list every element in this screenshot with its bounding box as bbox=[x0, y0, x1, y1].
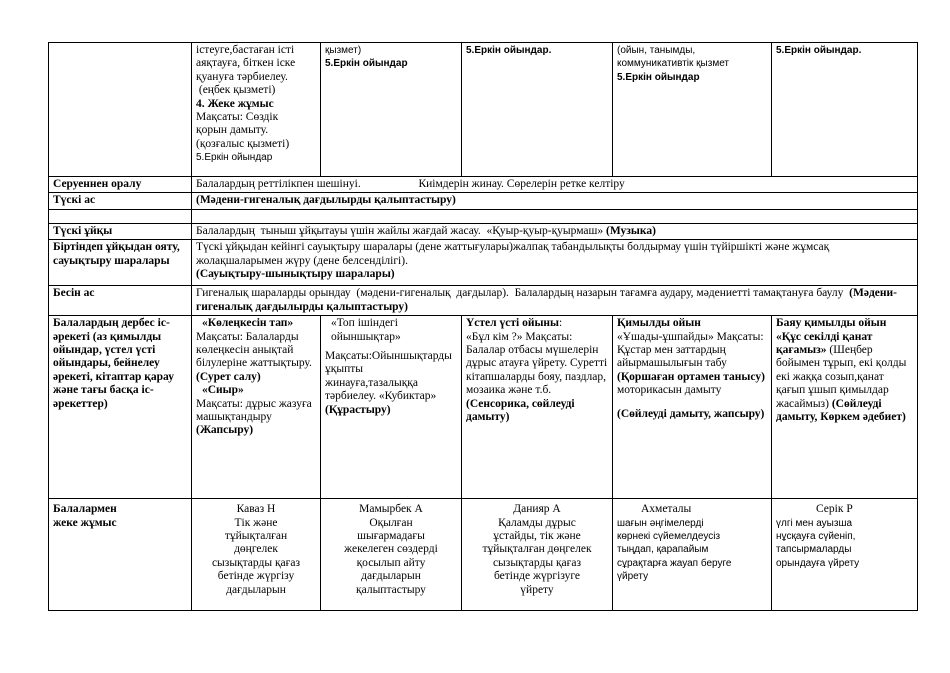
goal-text: «Бұл кім ?» Мақсаты: Балалар отбасы мүшелерін дұрыс атауға үйрету. Суретті кітапшаларды бояу, паздлар, мозаика және т.б. bbox=[466, 330, 608, 397]
text-line: тыңдап, қарапайым bbox=[617, 544, 709, 556]
goal-text: (Шеңбер бойымен тұрып, екі қолды екі жаққа созып,қанат қағып ұшып қимылдар жасаймыз) bbox=[776, 344, 910, 410]
text-line: аяқтауға, біткен іске bbox=[196, 57, 296, 70]
row-label bbox=[49, 499, 192, 611]
individual-col6 bbox=[772, 499, 918, 611]
table-row-wake bbox=[49, 240, 918, 286]
text-line: 5.Еркін ойындар bbox=[196, 152, 273, 164]
goal-text: Мақсаты:Ойыншықтарды ұқыпты жинауға,тазалыққа тәрбиелеу. «Кубиктар» bbox=[325, 350, 452, 403]
text-line: істеуге,бастаған істі bbox=[196, 44, 295, 56]
text-line: шығармадағы bbox=[357, 530, 425, 543]
game-title: Үстел үсті ойыны bbox=[466, 317, 560, 330]
text-line: (қозғалыс қызметі) bbox=[196, 137, 290, 150]
child-name: Ахметалы bbox=[641, 503, 692, 516]
text-line: тұйықталған bbox=[224, 530, 288, 543]
cell-col6 bbox=[772, 43, 918, 177]
individual-col2 bbox=[192, 499, 321, 611]
text-line: көрнекі сүйемелдеусіз bbox=[617, 531, 721, 543]
row-content bbox=[192, 177, 918, 193]
row-content bbox=[192, 286, 918, 316]
table-row-snack bbox=[49, 286, 918, 316]
text-line: нұсқауға сүйеніп, bbox=[776, 531, 856, 543]
goal-text: «Ұшады-ұшпайды» Мақсаты: Құстар мен заттардың айырмашылығын табу bbox=[617, 330, 764, 370]
table-row-spacer bbox=[49, 209, 918, 223]
activity-tag: (Жапсыру) bbox=[196, 424, 254, 437]
child-name: Мамырбек А bbox=[359, 503, 423, 516]
goal-text: Мақсаты: дұрыс жазуға машықтандыру bbox=[196, 397, 312, 424]
row-label-empty bbox=[49, 43, 192, 177]
activity-tag: (Қоршаған ортамен танысу) bbox=[617, 370, 765, 383]
text-line: жекелеген сөздерді bbox=[344, 543, 438, 556]
activity-tag: (Мәдени-гигеналық дағдылырды қалыптастыру) bbox=[196, 287, 897, 313]
game-title: Қимылды ойын bbox=[617, 317, 701, 330]
game-title: «Топ ішіндегі ойыншықтар» bbox=[331, 317, 401, 343]
section-heading: 5.Еркін ойындар bbox=[617, 71, 700, 83]
table-row-individual bbox=[49, 499, 918, 611]
table-row-lunch bbox=[49, 193, 918, 209]
text-line: шағын әңгімелерді bbox=[617, 517, 704, 529]
activity-col5 bbox=[613, 316, 772, 499]
section-heading: 5.Еркін ойындар. bbox=[776, 45, 862, 56]
text-line: ұстайды, тік және bbox=[493, 530, 581, 543]
spacer-cell bbox=[49, 209, 192, 223]
activity-tag: (Сөйлеуді дамыту, Көркем әдебиет) bbox=[776, 397, 906, 424]
text-line: тұйықталған дөңгелек bbox=[482, 543, 592, 556]
table-row-walk-return bbox=[49, 177, 918, 193]
activity-col4 bbox=[462, 316, 613, 499]
text-part: Түскі ұйқыдан кейінгі сауықтыру шаралары (дене жаттығулары)жалпақ табандылықты болдырмау үшін түйіршікті және жұмсақ жолақшаларымен жүру (дене белсенділігі). bbox=[196, 241, 830, 267]
text-part: Балалардың тыныш ұйқытауы үшін жайлы жағдай жасау. «Қуыр-қуыр-қуырмаш» bbox=[196, 224, 607, 237]
text-part: Гигеналық шараларды орындау (мәдени-гигеналық дағдылар). Балалардың назарын тағамға аудару, мәдениетті тамақтануға баулу bbox=[196, 287, 850, 300]
text-line: қалыптастыру bbox=[356, 583, 426, 596]
text-part: Балалардың реттілікпен шешінуі. bbox=[196, 178, 361, 190]
row-label: Түскі ас bbox=[49, 193, 192, 209]
row-content: (Мәдени-гигеналық дағдылырды қалыптастыру) bbox=[192, 193, 918, 209]
row-label: Түскі ұйқы bbox=[49, 223, 192, 239]
row-label: Біртіндеп ұйқыдан ояту, сауықтыру шаралары bbox=[49, 240, 192, 286]
activity-col2 bbox=[192, 316, 321, 499]
text-line: (еңбек қызметі) bbox=[196, 84, 276, 97]
activity-tag: (Сөйлеуді дамыту, жапсыру) bbox=[617, 407, 765, 420]
text-line: бетінде жүргізуге bbox=[493, 570, 581, 583]
text-line: бетінде жүргізу bbox=[217, 570, 295, 583]
text-line: орындауға үйрету bbox=[776, 557, 860, 569]
text-line: Тік және bbox=[234, 516, 278, 529]
game-title: «Көлеңкесін тап» bbox=[202, 317, 294, 330]
text-line: үйрету bbox=[617, 571, 649, 583]
text-line: тапсырмаларды bbox=[776, 544, 852, 556]
row-label: Бесін ас bbox=[49, 286, 192, 316]
text-line: жеке жұмыс bbox=[53, 516, 117, 529]
child-name: Данияр А bbox=[513, 503, 561, 516]
cell-col4 bbox=[462, 43, 613, 177]
game-title: «Сиыр» bbox=[202, 384, 244, 397]
text-line: (ойын, танымды, bbox=[617, 45, 696, 56]
row-label: Балалардың дербес іс-әрекеті (аз қимылды ойындар, үстел үсті ойындары, бейнелеу әрекеті, кітаптар қарау және тағы басқа іс-әрекеттер) bbox=[49, 316, 192, 499]
text-line: дөңгелек bbox=[234, 543, 278, 556]
text-line: қорын дамыту. bbox=[196, 124, 269, 137]
text-line: Қаламды дұрыс bbox=[498, 516, 576, 529]
cell-col5 bbox=[613, 43, 772, 177]
text-line: сұрақтарға жауап беруге bbox=[617, 557, 732, 569]
row-content bbox=[192, 223, 918, 239]
goal-text: Мақсаты: Балаларды көлеңкесін анықтай білулеріне жаттықтыру. bbox=[196, 330, 312, 370]
cell-col3 bbox=[321, 43, 462, 177]
activity-tag: (Сурет салу) bbox=[196, 370, 261, 383]
activity-tag: (Құрастыру) bbox=[325, 403, 391, 416]
goal-text: моторикасын дамыту bbox=[617, 384, 722, 397]
text-line: Балалармен bbox=[53, 503, 117, 516]
activity-col3 bbox=[321, 316, 462, 499]
table-row-continuation bbox=[49, 43, 918, 177]
individual-col3 bbox=[321, 499, 462, 611]
activity-col6 bbox=[772, 316, 918, 499]
section-heading: 4. Жеке жұмыс bbox=[196, 97, 274, 110]
individual-col4 bbox=[462, 499, 613, 611]
text-line: дағдыларын bbox=[361, 570, 421, 583]
text-line: қуануға тәрбиелеу. bbox=[196, 70, 288, 83]
text-line: сызықтарды қағаз bbox=[492, 556, 582, 569]
child-name: Серік Р bbox=[816, 503, 853, 516]
text-line: Мақсаты: Сөздік bbox=[196, 111, 279, 124]
activity-tag: (Сауықтыру-шынықтыру шаралары) bbox=[196, 268, 395, 281]
daily-plan-table bbox=[48, 42, 918, 611]
text-line: коммуникативтік қызмет bbox=[617, 58, 730, 70]
text-part: Киімдерін жинау. Сөрелерін ретке келтіру bbox=[418, 178, 625, 190]
text-line: сызықтарды қағаз bbox=[211, 556, 301, 569]
text-line: қосылып айту bbox=[356, 556, 426, 569]
game-title: Баяу қимылды ойын «Құс секілді қанат қағамыз» bbox=[776, 317, 887, 357]
cell-col2 bbox=[192, 43, 321, 177]
spacer-cell bbox=[192, 209, 918, 223]
individual-col5 bbox=[613, 499, 772, 611]
row-content bbox=[192, 240, 918, 286]
text-line: үйрету bbox=[520, 583, 554, 596]
text-line: қызмет) bbox=[325, 45, 362, 56]
row-label: Серуеннен оралу bbox=[49, 177, 192, 193]
section-heading: 5.Еркін ойындар. bbox=[466, 45, 552, 56]
text-line: үлгі мен ауызша bbox=[776, 517, 853, 529]
section-heading: 5.Еркін ойындар bbox=[325, 58, 408, 70]
punctuation: : bbox=[559, 317, 563, 330]
child-name: Каваз Н bbox=[236, 503, 276, 516]
activity-tag: (Сенсорика, сөйлеуді дамыту) bbox=[466, 397, 575, 424]
text-line: Оқылған bbox=[369, 516, 413, 529]
activity-tag: (Музыка) bbox=[606, 224, 656, 237]
table-row-nap bbox=[49, 223, 918, 239]
table-row-activity bbox=[49, 316, 918, 499]
text-line: дағдыларын bbox=[226, 583, 286, 596]
